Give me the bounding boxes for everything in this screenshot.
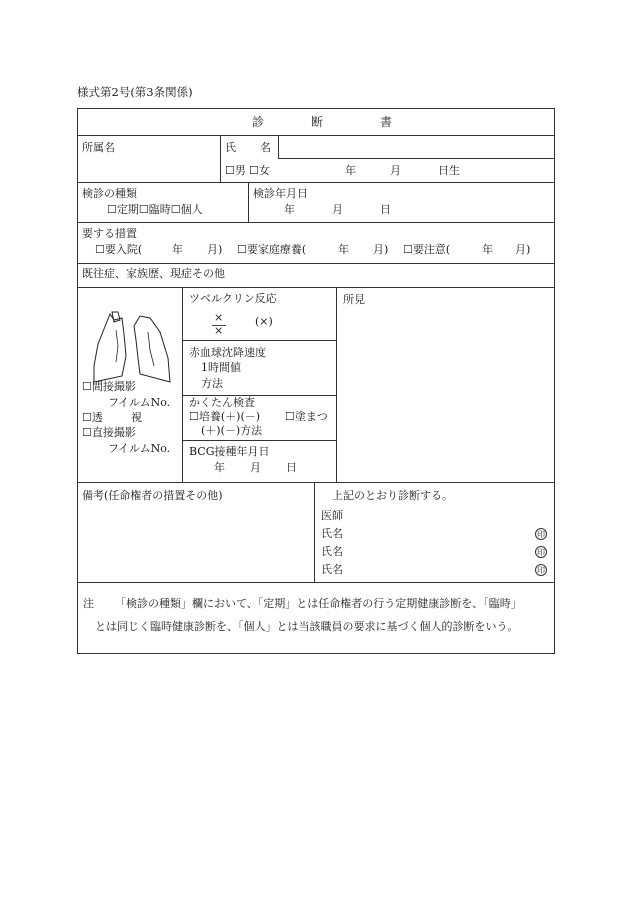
seal-mark-3: 印 <box>537 566 545 575</box>
tuberculin-frac-bottom: × <box>214 324 224 337</box>
remarks-label: 備考(任命権者の措置その他) <box>82 489 223 502</box>
birth-year-label: 年 <box>345 164 356 177</box>
form-number: 様式第2号(第3条関係) <box>77 85 193 99</box>
affiliation-label: 所属名 <box>82 141 115 154</box>
direct-xray-checkbox[interactable]: ☐直接撮影 <box>82 426 136 439</box>
note-line-1: 「検診の種類」欄において、「定期」とは任命権者の行う定期健康診断を、「臨時」 <box>115 597 522 610</box>
home-care-checkbox[interactable]: ☐要家庭療養( <box>237 243 307 256</box>
bcg-day: 日 <box>286 461 297 474</box>
fluoroscopy-checkbox[interactable]: ☐透 <box>82 411 103 424</box>
hospital-month: 月) <box>207 243 223 256</box>
doctor-name-label-1: 氏名 <box>321 527 343 540</box>
exam-type-options[interactable]: ☐定期☐臨時☐個人 <box>107 203 203 216</box>
doctor-name-label-2: 氏名 <box>321 545 343 558</box>
hospital-year: 年 <box>172 243 183 256</box>
sputum-smear-checkbox[interactable]: ☐塗まつ <box>285 410 328 423</box>
findings-label: 所見 <box>343 293 365 306</box>
title-char-2: 断 <box>311 115 324 129</box>
note-label: 注 <box>83 597 94 610</box>
bcg-month: 月 <box>250 461 261 474</box>
esr-label: 赤血球沈降速度 <box>189 346 266 359</box>
exam-date-month: 月 <box>332 203 343 216</box>
male-checkbox[interactable]: ☐男 <box>225 164 246 177</box>
exam-type-label: 検診の種類 <box>82 187 137 200</box>
esr-method: 方法 <box>201 377 223 390</box>
seal-mark-2: 印 <box>537 548 545 557</box>
birth-month-label: 月 <box>390 164 401 177</box>
name-label-2: 名 <box>260 141 271 154</box>
doctor-label: 医師 <box>321 509 343 522</box>
name-label-1: 氏 <box>225 141 236 154</box>
lung-diagram <box>88 310 176 386</box>
title-char-1: 診 <box>252 115 265 129</box>
diagnosis-statement: 上記のとおり診断する。 <box>332 489 453 502</box>
measures-label: 要する措置 <box>82 227 137 240</box>
exam-date-year: 年 <box>284 203 295 216</box>
bcg-label: BCG接種年月日 <box>189 445 270 458</box>
exam-date-day: 日 <box>380 203 391 216</box>
doctor-name-label-3: 氏名 <box>321 563 343 576</box>
caution-year: 年 <box>482 243 493 256</box>
history-label: 既往症、家族歴、現症その他 <box>82 267 225 280</box>
indirect-xray-checkbox[interactable]: ☐間接撮影 <box>82 380 136 393</box>
sputum-label: かくたん検査 <box>189 396 255 409</box>
tuberculin-frac-top: × <box>214 311 224 324</box>
seal-mark-1: 印 <box>537 530 545 539</box>
female-checkbox[interactable]: ☐女 <box>249 164 270 177</box>
film-number-label-2: フイルムNo. <box>108 442 171 455</box>
sputum-method: (＋)(－)方法 <box>201 424 263 437</box>
esr-one-hour: 1時間値 <box>201 361 241 374</box>
exam-date-label: 検診年月日 <box>253 187 308 200</box>
hospitalization-checkbox[interactable]: ☐要入院( <box>95 243 143 256</box>
caution-checkbox[interactable]: ☐要注意( <box>403 243 451 256</box>
title-char-3: 書 <box>380 115 393 129</box>
film-number-label-1: フイルムNo. <box>108 396 171 409</box>
tuberculin-label: ツベルクリン反応 <box>189 292 277 305</box>
sputum-culture-checkbox[interactable]: ☐培養(＋)(－) <box>189 410 261 423</box>
note-line-2: とは同じく臨時健康診断を、「個人」とは当該職員の要求に基づく個人的診断をいう。 <box>95 620 519 633</box>
birth-day-label: 日生 <box>438 164 460 177</box>
fluoroscopy-label-2: 視 <box>131 411 142 424</box>
home-month: 月) <box>373 243 389 256</box>
caution-month: 月) <box>515 243 531 256</box>
tuberculin-result: (×) <box>255 315 273 328</box>
bcg-year: 年 <box>214 461 225 474</box>
home-year: 年 <box>338 243 349 256</box>
